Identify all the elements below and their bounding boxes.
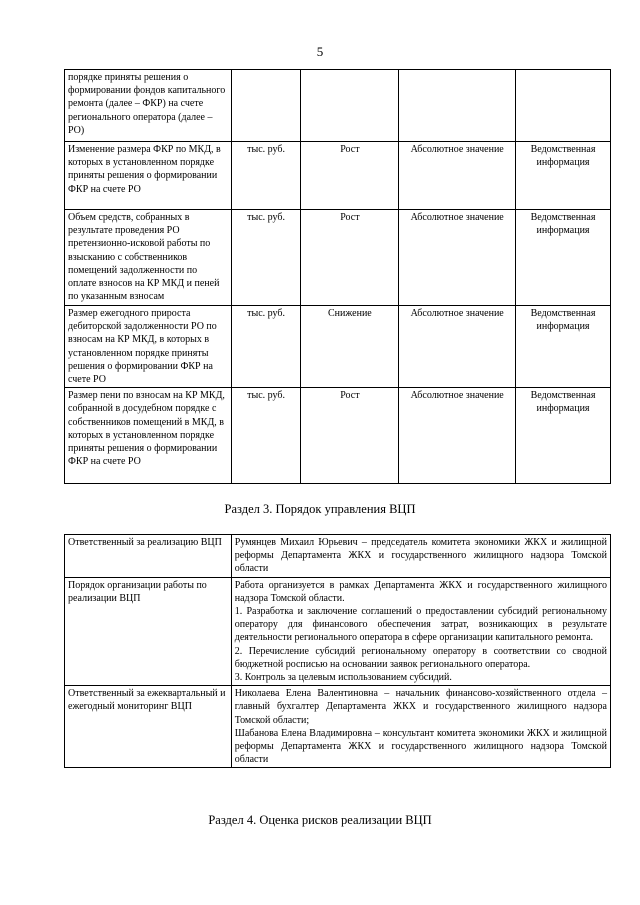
calc-cell: Абсолютное значение xyxy=(399,210,516,306)
section-3-title: Раздел 3. Порядок управления ВЦП xyxy=(224,502,416,516)
calc-cell: Абсолютное значение xyxy=(399,142,516,210)
procedure-label: Порядок организации работы по реализации ВЦП xyxy=(65,577,232,686)
monitoring-value xyxy=(231,686,610,768)
procedure-item: 2. Перечисление субсидий региональному оператору в соответствии со сводной бюджетной росписью на основании заявок регионального оператора. xyxy=(234,645,607,670)
calc-cell xyxy=(399,70,516,142)
indicator-cell: порядке приняты решения о формировании фондов капитального ремонта (далее – ФКР) на счете регионального оператора (далее – РО) xyxy=(65,70,232,142)
procedure-value xyxy=(231,577,610,686)
indicator-cell: Размер ежегодного прироста дебиторской задолженности РО по взносам на КР МКД, в которых в установленном порядке приняты решения о формировании ФКР на счете РО xyxy=(65,306,232,388)
source-cell: Ведомственная информация xyxy=(516,306,611,388)
table-row xyxy=(65,210,611,306)
source-cell: Ведомственная информация xyxy=(516,142,611,210)
unit-cell: тыс. руб. xyxy=(231,142,301,210)
table-row xyxy=(65,142,611,210)
table-row xyxy=(65,577,611,686)
table-row xyxy=(65,388,611,484)
monitoring-person: Николаева Елена Валентиновна – начальник финансово-хозяйственного отдела – главный бухгалтер Департамента ЖКХ и государственного жилищного надзора Томской области; xyxy=(234,688,607,726)
management-table xyxy=(64,534,611,768)
monitoring-label: Ответственный за ежеквартальный и ежегодный мониторинг ВЦП xyxy=(65,686,232,768)
indicators-table xyxy=(64,69,611,484)
table-row xyxy=(65,686,611,768)
responsible-label: Ответственный за реализацию ВЦП xyxy=(65,535,232,578)
indicator-cell: Размер пени по взносам на КР МКД, собранной в досудебном порядке с собственников помещений в МКД, в которых в установленном порядке приняты решения о формировании ФКР на счете РО xyxy=(65,388,232,484)
trend-cell: Рост xyxy=(301,142,399,210)
table-row xyxy=(65,70,611,142)
unit-cell: тыс. руб. xyxy=(231,388,301,484)
source-cell: Ведомственная информация xyxy=(516,388,611,484)
procedure-intro: Работа организуется в рамках Департамента ЖКХ и государственного жилищного надзора Томской области. xyxy=(234,579,607,604)
indicator-cell: Объем средств, собранных в результате проведения РО претензионно-исковой работы по взысканию с собственников помещений задолженности по оплате взносов на КР МКД и пеней по указанным взносам xyxy=(65,210,232,306)
procedure-item: 1. Разработка и заключение соглашений о предоставлении субсидий региональному оператору для финансового обеспечения затрат, возникающих в результате деятельности регионального оператора в сфере организации капитального ремонта. xyxy=(234,606,607,644)
page-number: 5 xyxy=(316,44,324,59)
monitoring-person: Шабанова Елена Владимировна – консультант комитета экономики ЖКХ и жилищной реформы Департамента ЖКХ и государственного жилищного надзора Томской области xyxy=(234,727,607,766)
trend-cell: Рост xyxy=(301,388,399,484)
table-row xyxy=(65,535,611,578)
unit-cell xyxy=(231,70,301,142)
calc-cell: Абсолютное значение xyxy=(399,306,516,388)
unit-cell: тыс. руб. xyxy=(231,306,301,388)
section-4-title: Раздел 4. Оценка рисков реализации ВЦП xyxy=(208,813,432,827)
indicator-cell: Изменение размера ФКР по МКД, в которых в установленном порядке приняты решения о формировании ФКР на счете РО xyxy=(65,142,232,210)
responsible-value: Румянцев Михаил Юрьевич – председатель комитета экономики ЖКХ и жилищной реформы Департамента ЖКХ и государственного жилищного надзора Томской области xyxy=(231,535,610,578)
trend-cell xyxy=(301,70,399,142)
trend-cell: Снижение xyxy=(301,306,399,388)
source-cell xyxy=(516,70,611,142)
table-row xyxy=(65,306,611,388)
source-cell: Ведомственная информация xyxy=(516,210,611,306)
calc-cell: Абсолютное значение xyxy=(399,388,516,484)
unit-cell: тыс. руб. xyxy=(231,210,301,306)
trend-cell: Рост xyxy=(301,210,399,306)
procedure-item: 3. Контроль за целевым использованием субсидий. xyxy=(234,672,452,684)
